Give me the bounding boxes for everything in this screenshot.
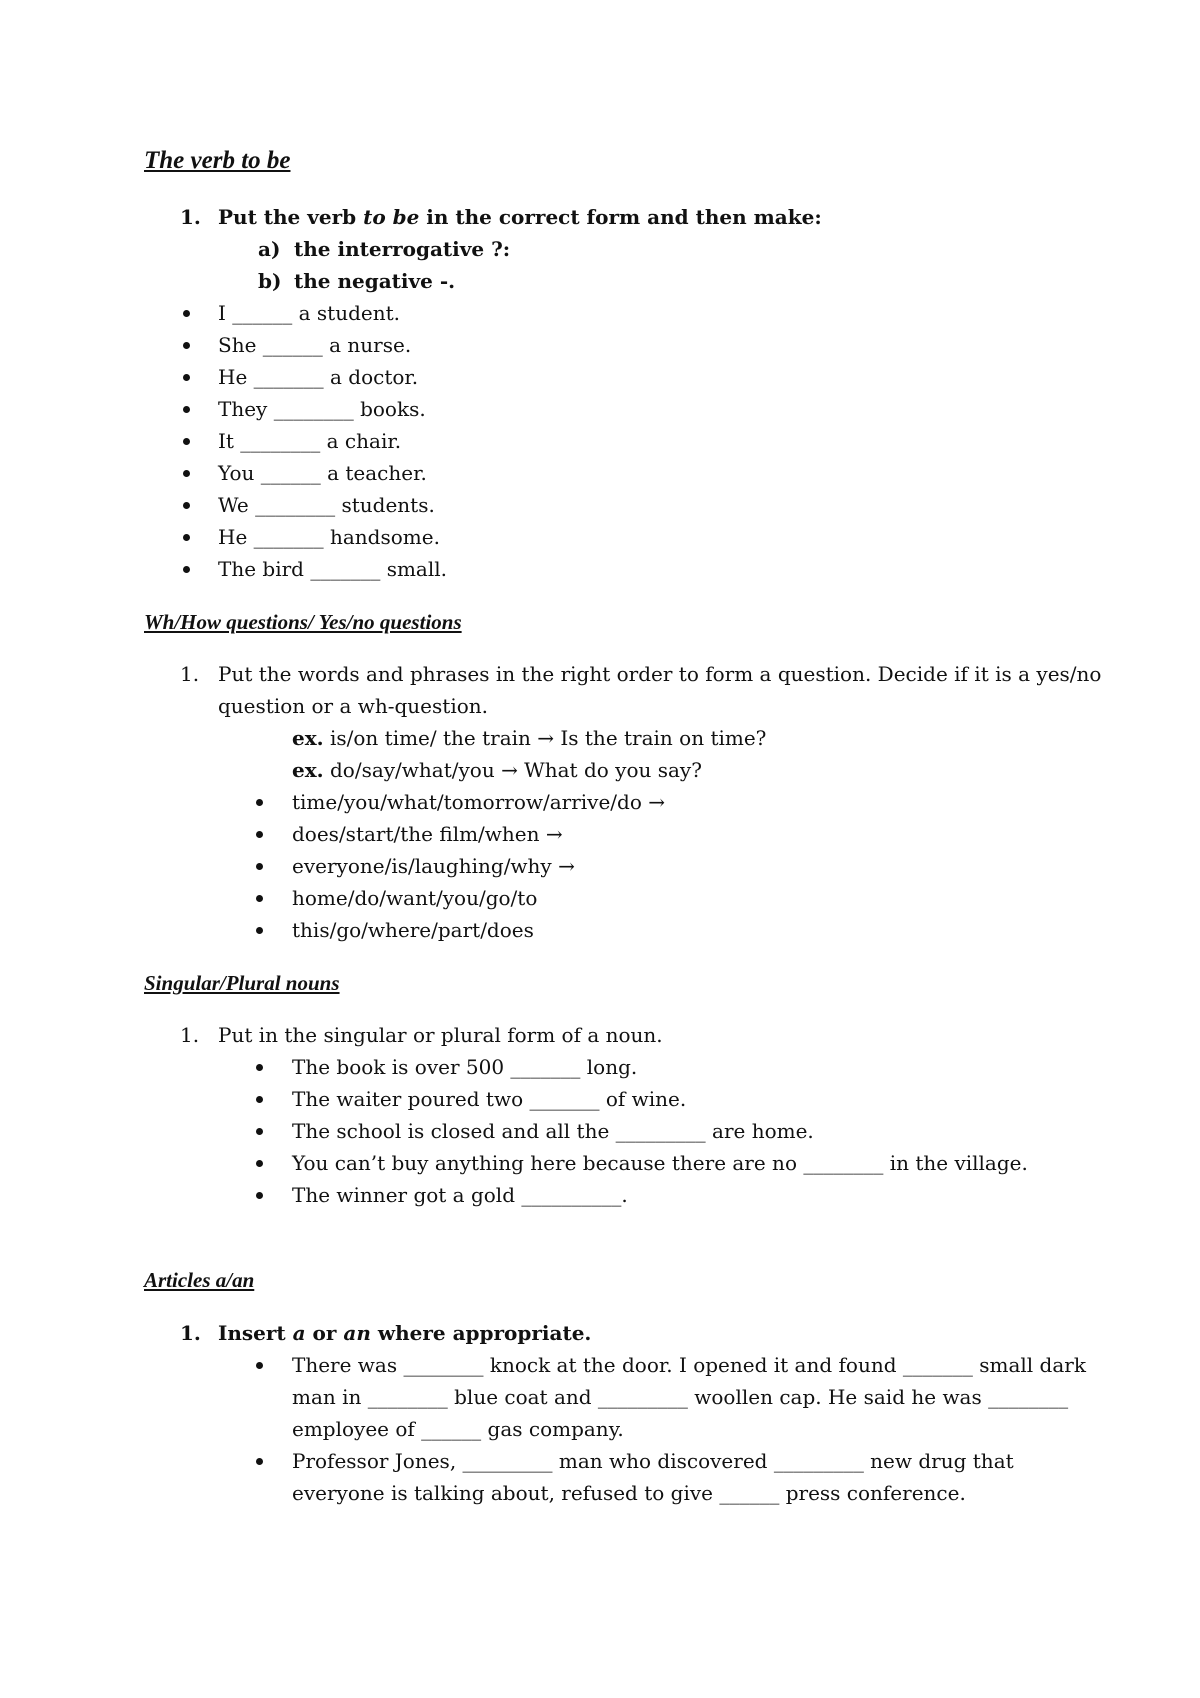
bullet-icon [256, 863, 263, 870]
sub-item-negative: the negative -. [294, 269, 456, 293]
bullet-icon [183, 502, 190, 509]
list-item: He _______ a doctor. [218, 365, 419, 389]
list-item: Professor Jones, _________ man who discovered _________ new drug that [292, 1449, 1014, 1473]
example-label: ex. [292, 758, 324, 782]
bullet-icon [183, 310, 190, 317]
list-item: The school is closed and all the _________ are home. [292, 1119, 814, 1143]
instruction-emphasis: a [292, 1321, 306, 1345]
task-number: 1. [180, 205, 201, 229]
section-title-verb-to-be: The verb to be [144, 147, 291, 174]
task-instruction: question or a wh-question. [218, 694, 488, 718]
bullet-icon [183, 406, 190, 413]
instruction-text: in the correct form and then make: [419, 205, 822, 229]
task-instruction: Put in the singular or plural form of a noun. [218, 1023, 663, 1047]
bullet-icon [256, 1160, 263, 1167]
example-line [292, 725, 766, 751]
instruction-text: or [305, 1321, 344, 1345]
sub-label: a) [258, 237, 281, 261]
list-item: The waiter poured two _______ of wine. [292, 1087, 687, 1111]
instruction-emphasis: to be [363, 205, 420, 229]
bullet-icon [183, 342, 190, 349]
bullet-icon [183, 566, 190, 573]
bullet-icon [256, 799, 263, 806]
bullet-icon [183, 438, 190, 445]
example-text: is/on time/ the train → Is the train on time? [323, 726, 767, 750]
section-title-questions: Wh/How questions/ Yes/no questions [144, 610, 462, 634]
list-item-continuation: employee of ______ gas company. [292, 1417, 624, 1441]
instruction-text: where appropriate. [370, 1321, 592, 1345]
bullet-icon [256, 831, 263, 838]
bullet-icon [256, 895, 263, 902]
list-item: We ________ students. [218, 493, 435, 517]
bullet-icon [256, 1096, 263, 1103]
sub-label: b) [258, 269, 282, 293]
list-item: He _______ handsome. [218, 525, 440, 549]
instruction-text: Put the verb [218, 205, 364, 229]
bullet-icon [256, 1064, 263, 1071]
instruction-text: Insert [218, 1321, 293, 1345]
task-number: 1. [180, 1321, 201, 1345]
task-instruction: Put the words and phrases in the right order to form a question. Decide if it is a yes/no [218, 662, 1102, 686]
sub-item-interrogative: the interrogative ?: [294, 237, 511, 261]
section-title-articles: Articles a/an [144, 1268, 255, 1292]
list-item-continuation: man in ________ blue coat and _________ woollen cap. He said he was ________ [292, 1385, 1069, 1409]
list-item: everyone/is/laughing/why → [292, 854, 575, 878]
task-instruction [218, 204, 822, 230]
bullet-icon [183, 374, 190, 381]
instruction-emphasis: an [343, 1321, 371, 1345]
list-item: The book is over 500 _______ long. [292, 1055, 638, 1079]
bullet-icon [256, 927, 263, 934]
list-item: time/you/what/tomorrow/arrive/do → [292, 790, 666, 814]
example-label: ex. [292, 726, 324, 750]
list-item: this/go/where/part/does [292, 918, 534, 942]
list-item: The winner got a gold __________. [292, 1183, 628, 1207]
bullet-icon [256, 1192, 263, 1199]
task-number: 1. [180, 1023, 200, 1047]
bullet-icon [256, 1128, 263, 1135]
bullet-icon [183, 470, 190, 477]
task-instruction [218, 1320, 591, 1346]
section-title-nouns: Singular/Plural nouns [144, 971, 340, 995]
bullet-icon [256, 1362, 263, 1369]
list-item: does/start/the film/when → [292, 822, 563, 846]
list-item: It ________ a chair. [218, 429, 402, 453]
example-text: do/say/what/you → What do you say? [323, 758, 702, 782]
list-item: home/do/want/you/go/to [292, 886, 538, 910]
list-item: You ______ a teacher. [218, 461, 427, 485]
bullet-icon [256, 1458, 263, 1465]
list-item: They ________ books. [218, 397, 426, 421]
list-item: I ______ a student. [218, 301, 400, 325]
task-number: 1. [180, 662, 200, 686]
list-item-continuation: everyone is talking about, refused to give ______ press conference. [292, 1481, 966, 1505]
bullet-icon [183, 534, 190, 541]
list-item: She ______ a nurse. [218, 333, 412, 357]
list-item: The bird _______ small. [218, 557, 447, 581]
example-line [292, 757, 702, 783]
list-item: There was ________ knock at the door. I opened it and found _______ small dark [292, 1353, 1086, 1377]
list-item: You can’t buy anything here because there are no ________ in the village. [292, 1151, 1028, 1175]
